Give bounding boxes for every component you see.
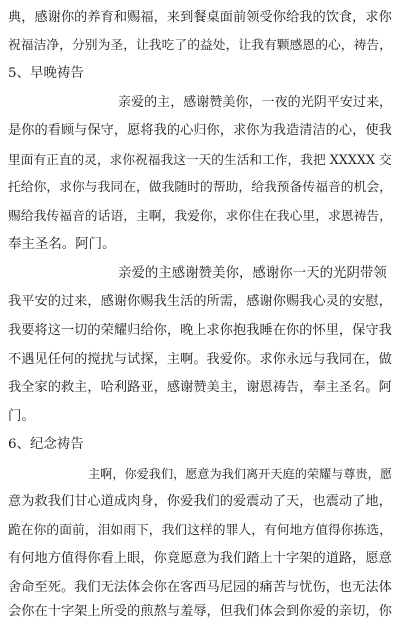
- text-line: 是你的看顾与保守，愿将我的心归你，求你为我造清洁的心，使我: [8, 123, 392, 138]
- text-line: 我要将这一切的荣耀归给你，晚上求你抱我睡在你的怀里，保守我: [8, 323, 392, 338]
- text-line: 意为救我们甘心道成肉身，你爱我们的爱震动了天，也震动了地，: [8, 494, 392, 509]
- text-line: 里面有正直的灵，求你祝福我这一天的生活和工作，我把 XXXXX 交: [8, 152, 392, 167]
- text-line: 赐给我传福音的话语，主啊，我爱你，求你住在我心里，求恩祷告，: [8, 209, 392, 224]
- text-line: 主啊，你爱我们，愿意为我们离开天庭的荣耀与尊贵，愿: [88, 467, 392, 481]
- text-line: 托给你，求你与我同在，做我随时的帮助，给我预备传福音的机会，: [8, 180, 392, 195]
- text-line: 不遇见任何的搅扰与试探，主啊。我爱你。求你永远与我同在，做: [8, 352, 392, 367]
- text-line: 亲爱的主，感谢赞美你，一夜的光阴平安过来，: [118, 95, 393, 110]
- section-heading-6: 6、纪念祷告: [8, 437, 84, 452]
- text-line: 舍命至死。我们无法体会你在客西马尼园的痛苦与忧伤，也无法体: [8, 580, 392, 595]
- text-line: 跪在你的面前，泪如雨下，我们这样的罪人，有何地方值得你拣选，: [8, 523, 392, 538]
- text-line: 我全家的救主，哈利路亚，感谢赞美主，谢恩祷告，奉主圣名。阿: [8, 380, 392, 395]
- text-line: 典，感谢你的养育和赐福，来到餐桌面前领受你给我的饮食，求你: [8, 10, 392, 25]
- text-line: 门。: [8, 409, 35, 424]
- text-line: 奉主圣名。阿门。: [8, 237, 116, 252]
- text-line: 亲爱的主感谢赞美你，感谢你一天的光阴带领: [118, 266, 387, 281]
- text-line: 有何地方值得你看上眼，你竟愿意为我们踏上十字架的道路，愿意: [8, 551, 392, 566]
- text-line: 会你在十字架上所受的煎熬与羞辱，但我们体会到你爱的亲切，你: [8, 604, 392, 619]
- text-line: 我平安的过来，感谢你赐我生活的所需，感谢你赐我心灵的安慰，: [8, 294, 392, 309]
- section-heading-5: 5、早晚祷告: [8, 66, 84, 81]
- text-line: 祝福洁净，分别为圣，让我吃了的益处，让我有颗感恩的心，祷告，: [8, 38, 392, 53]
